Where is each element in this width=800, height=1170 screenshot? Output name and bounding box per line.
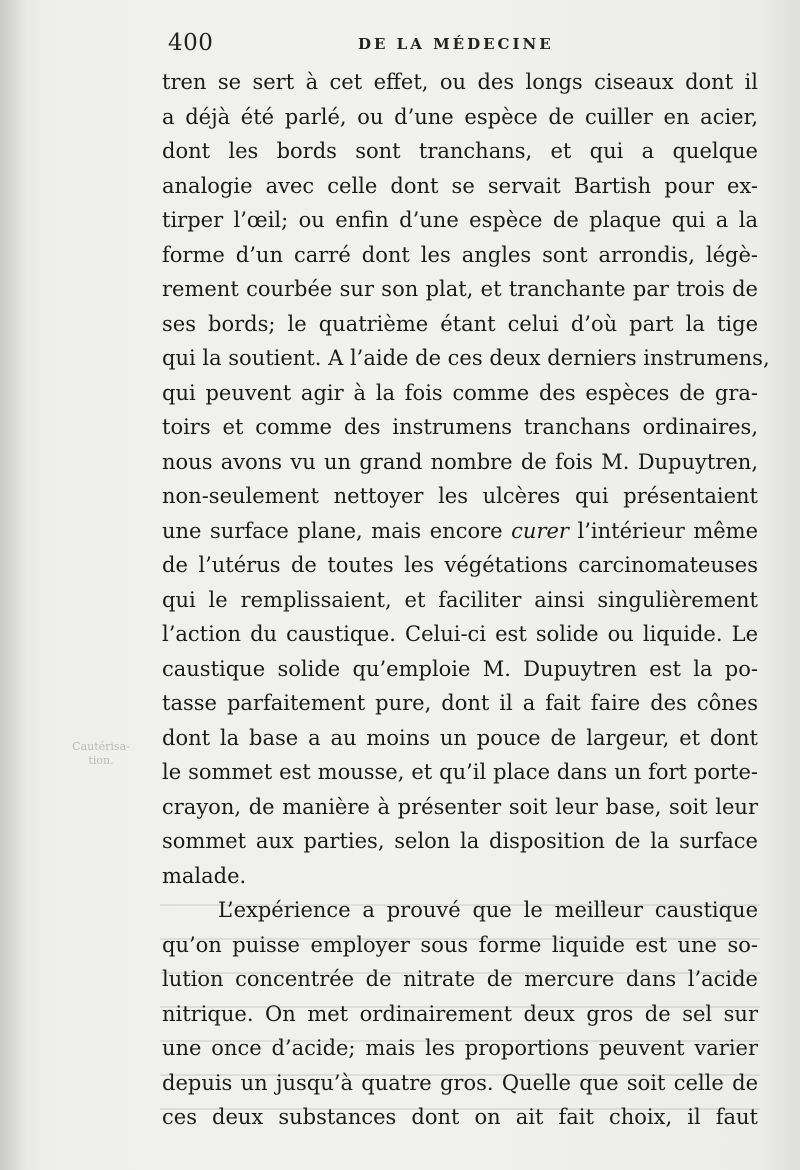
- text-line-paragraph-start: L’expérience a prouvé que le meilleur caustique: [218, 898, 758, 922]
- text-line: caustique solide qu’emploie M. Dupuytren est la po-: [162, 656, 758, 681]
- text-line: le sommet est mousse, et qu’il place dans un fort porte-: [162, 760, 758, 784]
- text-line-paragraph-end: malade.: [162, 863, 247, 888]
- text-line: qu’on puisse employer sous forme liquide est une so-: [162, 932, 758, 957]
- text-line: de l’utérus de toutes les végétations carcinomateuses: [162, 553, 758, 577]
- text-line: nitrique. On met ordinairement deux gros de sel sur: [162, 1001, 758, 1026]
- text-line: tasse parfaitement pure, dont il a fait faire des cônes: [162, 691, 758, 715]
- text-line: qui peuvent agir à la fois comme des espèces de gra-: [162, 380, 758, 405]
- text-line: crayon, de manière à présenter soit leur base, soit leur: [162, 794, 758, 819]
- body-text: [162, 65, 770, 1135]
- italic-word: curer: [511, 518, 569, 543]
- text-line: forme d’un carré dont les angles sont arrondis, légè-: [162, 242, 758, 267]
- text-line: l’action du caustique. Celui-ci est solide ou liquide. Le: [162, 622, 758, 646]
- text-line: nous avons vu un grand nombre de fois M. Dupuytren,: [162, 449, 758, 474]
- text-line: depuis un jusqu’à quatre gros. Quelle que soit celle de: [162, 1070, 758, 1095]
- text-line: ses bords; le quatrième étant celui d’où part la tige: [162, 311, 758, 336]
- text-line: lution concentrée de nitrate de mercure dans l’acide: [162, 967, 758, 991]
- text-line: tren se sert à cet effet, ou des longs ciseaux dont il: [162, 70, 758, 94]
- text-line: tirper l’œil; ou enfin d’une espèce de plaque qui a la: [162, 208, 758, 232]
- text-line: qui le remplissaient, et faciliter ainsi singulièrement: [162, 587, 758, 612]
- page-number: 400: [168, 30, 214, 56]
- text-line: qui la soutient. A l’aide de ces deux derniers instrumens,: [162, 346, 770, 370]
- running-head: DE LA MÉDECINE: [358, 35, 554, 53]
- text-line-with-italic: [162, 514, 758, 549]
- text-line: a déjà été parlé, ou d’une espèce de cuiller en acier,: [162, 104, 758, 129]
- text-line: analogie avec celle dont se servait Bartish pour ex-: [162, 173, 758, 198]
- text-line: toirs et comme des instrumens tranchans ordinaires,: [162, 415, 758, 439]
- text-line: dont les bords sont tranchans, et qui a quelque: [162, 139, 758, 163]
- text-segment: une surface plane, mais encore: [162, 518, 503, 543]
- text-line: sommet aux parties, selon la disposition de la surface: [162, 829, 758, 853]
- text-line: non-seulement nettoyer les ulcères qui présentaient: [162, 484, 758, 508]
- page-header: [168, 30, 756, 60]
- text-line: rement courbée sur son plat, et tranchante par trois de: [162, 277, 758, 301]
- text-line: ces deux substances dont on ait fait choix, il faut: [162, 1105, 758, 1129]
- text-segment: l’intérieur même: [568, 518, 758, 543]
- text-line: dont la base a au moins un pouce de largeur, et dont: [162, 725, 758, 750]
- text-line: une once d’acide; mais les proportions peuvent varier: [162, 1036, 758, 1060]
- margin-note: Cautérisa-tion.: [72, 740, 130, 767]
